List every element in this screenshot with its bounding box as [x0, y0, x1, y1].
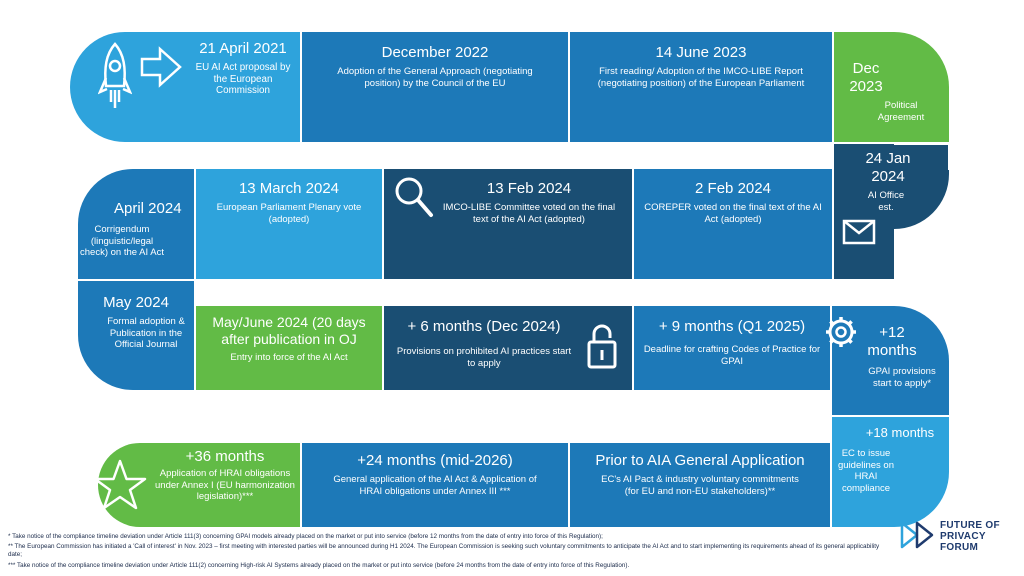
row1-cell2-date: December 2022 — [381, 44, 489, 61]
row1-cell2 — [302, 44, 568, 89]
row4-cell2 — [302, 452, 568, 497]
curve-left-bottom-text: Formal adoption & Publication in the Official Journal — [107, 316, 185, 350]
row3-cell2-text: Provisions on prohibited AI practices start to apply — [396, 346, 572, 369]
row3-cell2-date: + 6 months (Dec 2024) — [407, 318, 561, 335]
row3-cell3 — [634, 318, 830, 367]
row2-cell3-text: European Parliament Plenary vote (adopted) — [216, 202, 362, 225]
row4-cell1 — [570, 452, 830, 497]
footnote-2: ** The European Commission has initiated a 'Call of interest' in Nov. 2023 – first meeting with interested parties will be announced during H1 2024. The European Commission is seeking such voluntary commitments to anticipate the AI Act and to start implementing its requirements ahead of its general applicability date; — [8, 543, 880, 558]
row2-cell3-date: 13 March 2024 — [238, 180, 340, 197]
row4-cell3-text: Application of HRAI obligations under Annex I (EU harmonization legislation)*** — [155, 468, 295, 502]
row3-cell3-date: + 9 months (Q1 2025) — [658, 318, 806, 335]
row2-cell1 — [634, 180, 832, 225]
row2-cell2 — [430, 180, 628, 225]
curve-right-2-top-text: GPAI provisions start to apply* — [868, 366, 936, 389]
row1-cell4 — [836, 60, 944, 123]
curve-right-1-text: AI Office est. — [867, 190, 905, 213]
star-icon — [92, 458, 148, 512]
row1-cell3 — [570, 44, 832, 89]
row3-cell1-date: May/June 2024 (20 days after publication in OJ — [212, 314, 366, 347]
curve-left-bottom — [80, 294, 192, 351]
row1-cell4-date: Dec 2023 — [849, 60, 883, 95]
row2-cell1-date: 2 Feb 2024 — [695, 180, 771, 197]
row1-cell2-text: Adoption of the General Approach (negotiating position) by the Council of the EU — [337, 66, 533, 89]
curve-left-top-date: April 2024 — [114, 200, 182, 217]
row4-cell3 — [152, 448, 298, 503]
magnifier-icon — [394, 176, 434, 218]
padlock-icon — [586, 324, 618, 370]
row3-cell2 — [384, 318, 584, 369]
row4-cell3-date: +36 months — [185, 448, 265, 465]
arrow-icon — [140, 46, 182, 88]
curve-right-2-bottom-text: EC to issue guidelines on HRAI compliance — [838, 448, 894, 494]
row1-cell3-date: 14 June 2023 — [655, 44, 747, 61]
curve-left-top — [80, 200, 192, 259]
row1-cell1 — [186, 40, 300, 97]
row4-cell2-date: +24 months (mid-2026) — [357, 452, 513, 469]
row4-cell1-text: EC's AI Pact & industry voluntary commitments (for EU and non-EU stakeholders)** — [601, 474, 799, 497]
row3-cell1-text: Entry into force of the AI Act — [230, 352, 348, 363]
curve-right-2-bottom — [834, 424, 946, 494]
curve-left-top-text: Corrigendum (linguistic/legal check) on the AI Act — [80, 224, 164, 258]
footnote-3: *** Take notice of the compliance timeline deviation under Article 111(2) concerning High-risk AI Systems already placed on the market or put into service (before 24 months from the date of entry into force of this Regulation). — [8, 562, 630, 569]
curve-right-1 — [852, 150, 924, 213]
row1-cell1-date: 21 April 2021 — [199, 40, 287, 57]
footnote-1: * Take notice of the compliance timeline deviation under Article 111(3) concerning GPAI models already placed on the market or put into service (before 12 months from the date of entry into force of this Regulation); — [8, 533, 603, 540]
curve-right-1-date: 24 Jan 2024 — [865, 150, 911, 185]
logo-line1: FUTURE OF — [940, 520, 1000, 531]
rocket-icon — [98, 42, 132, 112]
logo-text — [940, 520, 1000, 553]
logo-line3: FORUM — [940, 542, 979, 553]
curve-right-2-bottom-date: +18 months — [865, 425, 935, 440]
envelope-icon — [842, 219, 876, 245]
row1-cell1-text: EU AI Act proposal by the European Commission — [195, 62, 291, 96]
row4-cell1-date: Prior to AIA General Application — [595, 452, 805, 469]
row1-cell4-text: Political Agreement — [877, 100, 925, 123]
row1-cell3-text: First reading/ Adoption of the IMCO-LIBE Report (negotiating position) of the European Parliament — [597, 66, 805, 89]
fast-forward-icon — [900, 520, 936, 550]
curve-left-bottom-date: May 2024 — [103, 294, 169, 311]
row2-cell2-text: IMCO-LIBE Committee voted on the final text of the AI Act (adopted) — [442, 202, 616, 225]
row2-cell3 — [196, 180, 382, 225]
curve-right-2-top-date: +12 months — [867, 324, 917, 359]
row2-cell2-date: 13 Feb 2024 — [486, 180, 572, 197]
row4-cell2-text: General application of the AI Act & Application of HRAI obligations under Annex III *** — [333, 474, 537, 497]
logo-line2: PRIVACY — [940, 531, 986, 542]
row3-cell3-text: Deadline for crafting Codes of Practice for GPAI — [643, 344, 821, 367]
row3-cell1 — [196, 314, 382, 364]
row2-cell1-text: COREPER voted on the final text of the AI Act (adopted) — [644, 202, 822, 225]
curve-right-2-top — [862, 324, 942, 389]
